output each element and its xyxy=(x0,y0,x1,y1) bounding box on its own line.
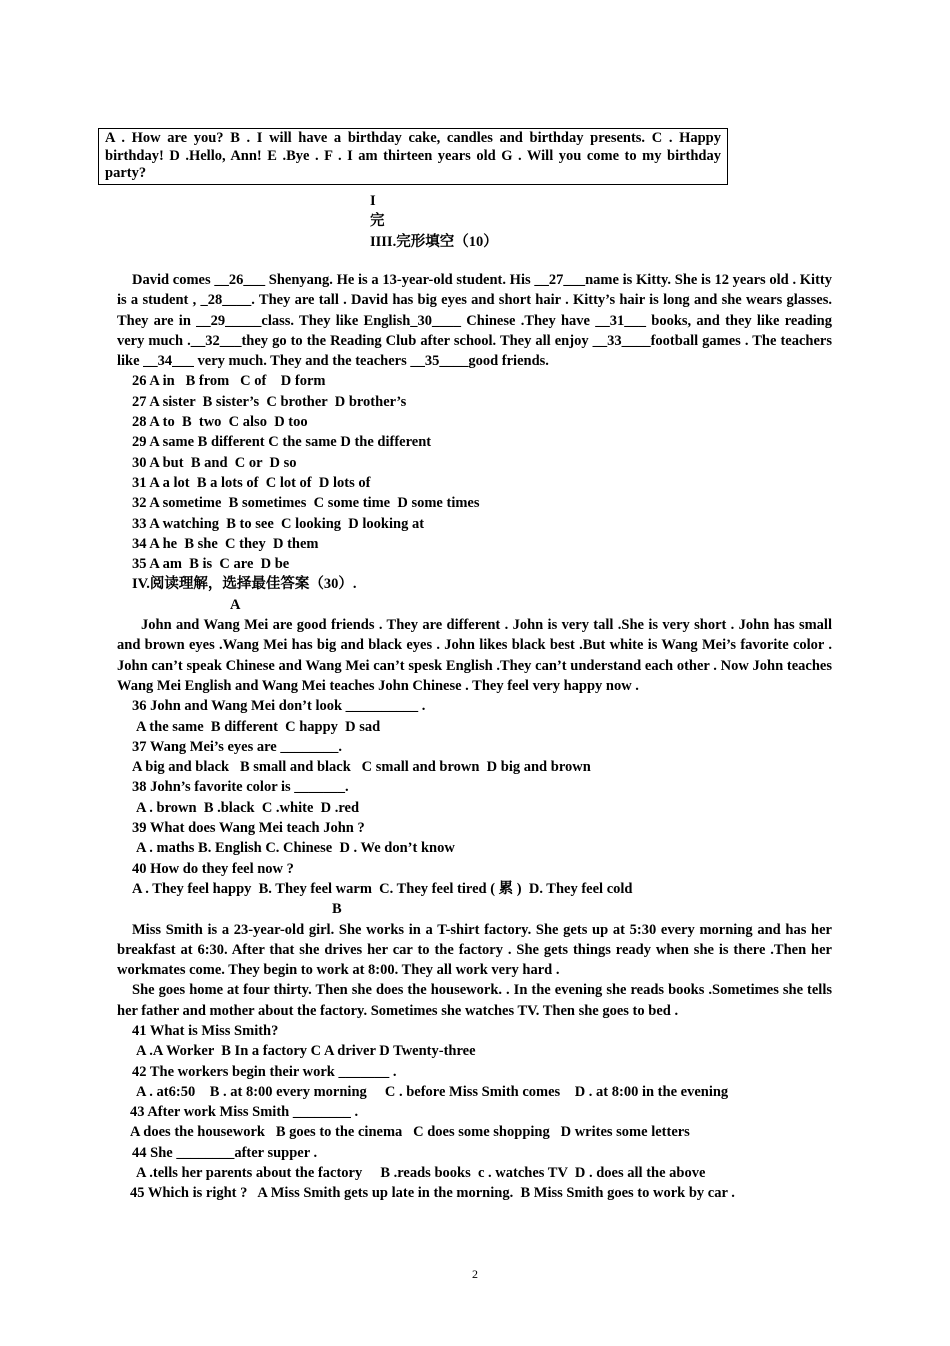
question-41: 41 What is Miss Smith? xyxy=(132,1022,279,1039)
passage-b-paragraph-1: Miss Smith is a 23-year-old girl. She works in a T-shirt factory. She gets up at 5:30 every morning and has her breakfast at 6:30. After that she drives her car to the factory . She gets things ready when she is there .Then her workmates come. They begin to work at 8:00. They all work very hard . xyxy=(117,921,832,979)
cloze-option-30: 30 A but B and C or D so xyxy=(132,454,297,471)
heading-line-2: 完 xyxy=(370,213,385,230)
question-39-options: A . maths B. English C. Chinese D . We don’t know xyxy=(136,840,455,857)
question-44: 44 She ________after supper . xyxy=(132,1144,318,1161)
question-38-options: A . brown B .black C .white D .red xyxy=(136,799,360,816)
cloze-option-31: 31 A a lot B a lots of C lot of D lots of xyxy=(132,474,371,491)
question-43: 43 After work Miss Smith ________ . xyxy=(130,1104,359,1121)
question-37: 37 Wang Mei’s eyes are ________. xyxy=(132,738,342,755)
reading-section-title: IV.阅读理解，选择最佳答案（30）. xyxy=(132,576,357,593)
question-36: 36 John and Wang Mei don’t look __________ . xyxy=(132,698,426,715)
cloze-option-32: 32 A sometime B sometimes C some time D some times xyxy=(132,495,480,512)
passage-b-label: B xyxy=(332,901,342,918)
question-39: 39 What does Wang Mei teach John ? xyxy=(132,820,365,837)
heading-line-1: I xyxy=(370,193,376,209)
passage-b-paragraph-2: She goes home at four thirty. Then she does the housework. . In the evening she reads books .Sometimes she tells her father and mother about the factory. Sometimes she watches TV. Then she goes to bed . xyxy=(117,982,832,1019)
page-content xyxy=(117,270,832,1204)
question-43-options: A does the housework B goes to the cinema C does some shopping D writes some letters xyxy=(130,1124,690,1141)
question-40: 40 How do they feel now ? xyxy=(132,860,294,877)
answer-options-box: A . How are you? B . I will have a birthday cake, candles and birthday presents. C . Happy birthday! D .Hello, Ann! E .Bye . F . I am thirteen years old G . Will you come to my birthday party? xyxy=(98,128,728,185)
question-37-options: A big and black B small and black C small and brown D big and brown xyxy=(132,759,591,776)
cloze-section-title: IIII.完形填空（10） xyxy=(370,233,498,250)
question-36-options: A the same B different C happy D sad xyxy=(136,718,381,735)
question-40-options: A . They feel happy B. They feel warm C. They feel tired ( 累 ) D. They feel cold xyxy=(132,880,633,897)
cloze-option-28: 28 A to B two C also D too xyxy=(132,414,308,431)
question-44-options: A .tells her parents about the factory B .reads books c . watches TV D . does all the above xyxy=(136,1165,706,1182)
question-38: 38 John’s favorite color is _______. xyxy=(132,779,349,796)
question-42-options: A . at6:50 B . at 8:00 every morning C . before Miss Smith comes D . at 8:00 in the evening xyxy=(136,1083,729,1100)
question-45: 45 Which is right ? A Miss Smith gets up late in the morning. B Miss Smith goes to work by car . xyxy=(130,1185,735,1202)
cloze-option-27: 27 A sister B sister’s C brother D brother’s xyxy=(132,393,407,410)
cloze-option-26: 26 A in B from C of D form xyxy=(132,373,326,390)
cloze-option-35: 35 A am B is C are D be xyxy=(132,556,290,573)
cloze-option-33: 33 A watching B to see C looking D looking at xyxy=(132,515,425,532)
cloze-option-34: 34 A he B she C they D them xyxy=(132,535,319,552)
cloze-passage: David comes __26___ Shenyang. He is a 13-year-old student. His __27___name is Kitty. She is 12 years old . Kitty is a student , _28____. They are tall . David has big eyes and short hair . Kitty’s hair is long and she wears glasses. They are in __29_____class. They like English_30____ Chinese .They have __31___ books, and they like reading very much .__32___they go to the Reading Club after school. They all enjoy __33____football games . The teachers like __34___ very much. They and the teachers __35____good friends. xyxy=(117,272,832,370)
section-heading xyxy=(370,191,498,252)
question-42: 42 The workers begin their work _______ . xyxy=(132,1063,397,1080)
page-number: 2 xyxy=(472,1267,478,1281)
passage-a-label: A xyxy=(230,596,241,613)
cloze-option-29: 29 A same B different C the same D the different xyxy=(132,434,432,451)
question-41-options: A .A Worker B In a factory C A driver D Twenty-three xyxy=(136,1043,476,1060)
passage-a: John and Wang Mei are good friends . They are different . John is very tall .She is very short . John has small and brown eyes .Wang Mei has big and black eyes . John likes black best .But white is Wang Mei’s favorite color . John can’t speak Chinese and Wang Mei can’t spesk English .They can’t understand each other . Now John teaches Wang Mei English and Wang Mei teaches John Chinese . They feel very happy now . xyxy=(117,617,832,694)
